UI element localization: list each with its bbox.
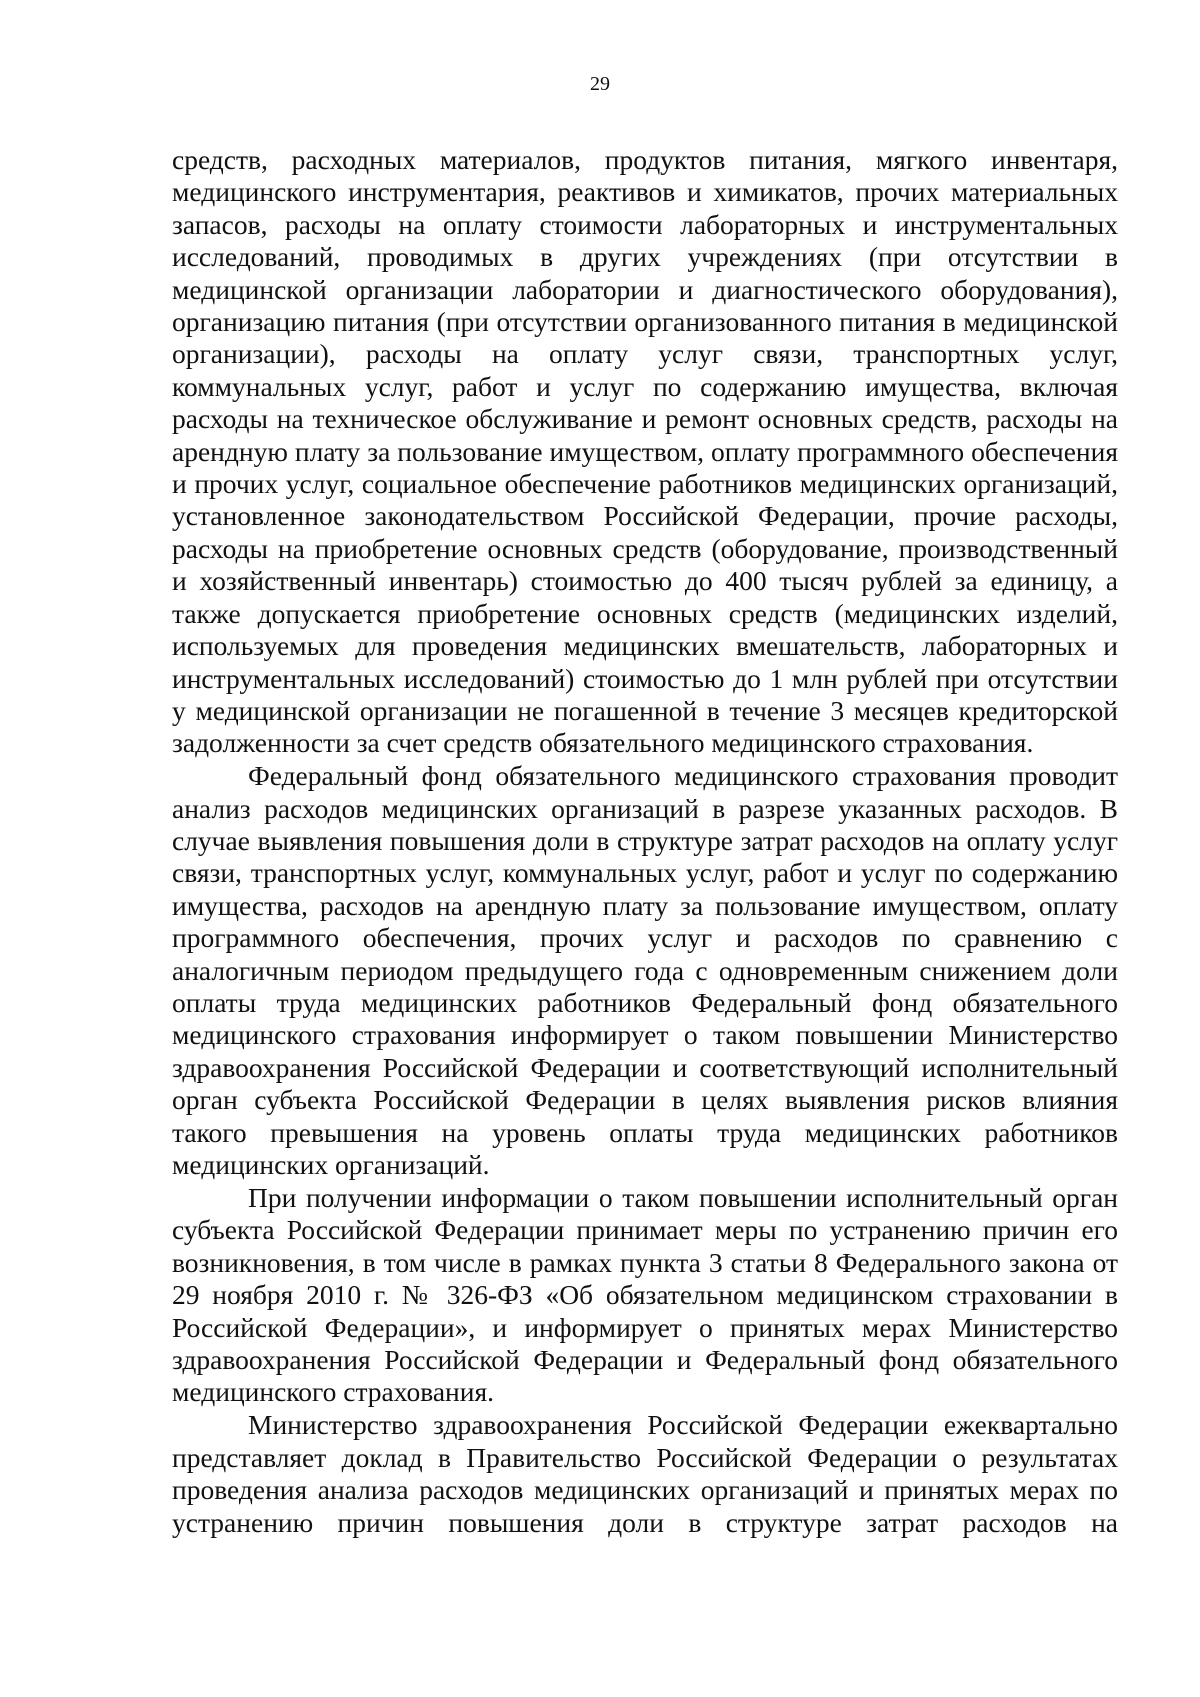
document-body	[172, 144, 1118, 1539]
page-number: 29	[590, 73, 610, 95]
paragraph-ffoms-analysis: Федеральный фонд обязательного медицинского страхования проводит анализ расходов медицинских организаций в разрезе указанных расходов. В случае выявления повышения доли в структуре затрат расходов на оплату услуг связи, транспортных услуг, коммунальных услуг, работ и услуг по содержанию имущества, расходов на арендную плату за пользование имуществом, оплату программного обеспечения, прочих услуг и расходов по сравнению с аналогичным периодом предыдущего года с одновременным снижением доли оплаты труда медицинских работников Федеральный фонд обязательного медицинского страхования информирует о таком повышении Министерство здравоохранения Российской Федерации и соответствующий исполнительный орган субъекта Российской Федерации в целях выявления рисков влияния такого превышения на уровень оплаты труда медицинских работников медицинских организаций.	[172, 760, 1118, 1181]
paragraph-regional-measures: При получении информации о таком повышении исполнительный орган субъекта Российской Федерации принимает меры по устранению причин его возникновения, в том числе в рамках пункта 3 статьи 8 Федерального закона от 29 ноября 2010 г. № 326-ФЗ «Об обязательном медицинском страховании в Российской Федерации», и информирует о принятых мерах Министерство здравоохранения Российской Федерации и Федеральный фонд обязательного медицинского страхования.	[172, 1182, 1118, 1408]
paragraph-cost-items: средств, расходных материалов, продуктов питания, мягкого инвентаря, медицинского инструментария, реактивов и химикатов, прочих материальных запасов, расходы на оплату стоимости лабораторных и инструментальных исследований, проводимых в других учреждениях (при отсутствии в медицинской организации лаборатории и диагностического оборудования), организацию питания (при отсутствии организованного питания в медицинской организации), расходы на оплату услуг связи, транспортных услуг, коммунальных услуг, работ и услуг по содержанию имущества, включая расходы на техническое обслуживание и ремонт основных средств, расходы на арендную плату за пользование имуществом, оплату программного обеспечения и прочих услуг, социальное обеспечение работников медицинских организаций, установленное законодательством Российской Федерации, прочие расходы, расходы на приобретение основных средств (оборудование, производственный и хозяйственный инвентарь) стоимостью до 400 тысяч рублей за единицу, а также допускается приобретение основных средств (медицинских изделий, используемых для проведения медицинских вмешательств, лабораторных и инструментальных исследований) стоимостью до 1 млн рублей при отсутствии у медицинской организации не погашенной в течение 3 месяцев кредиторской задолженности за счет средств обязательного медицинского страхования.	[172, 144, 1118, 759]
paragraph-quarterly-report: Министерство здравоохранения Российской Федерации ежеквартально представляет доклад в Правительство Российской Федерации о результатах проведения анализа расходов медицинских организаций и принятых мерах по устранению причин повышения доли в структуре затрат расходов на	[172, 1409, 1118, 1538]
